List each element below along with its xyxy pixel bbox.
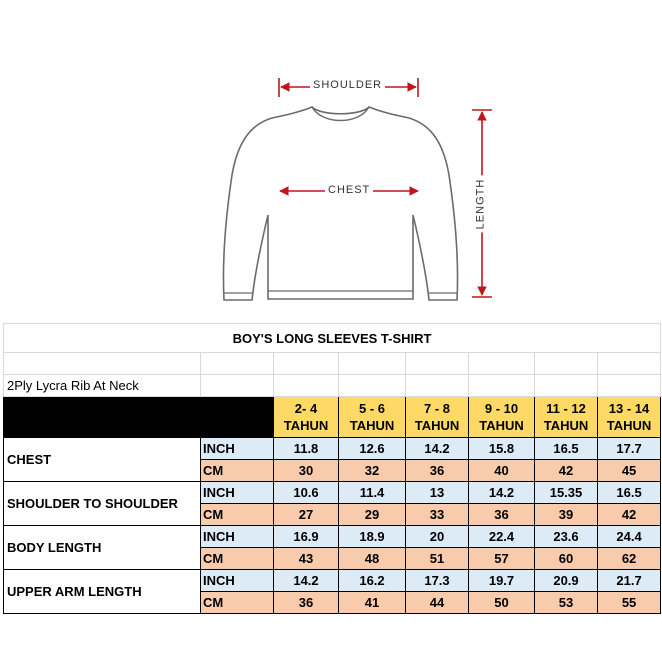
empty-cell: [598, 375, 661, 397]
value-cell: 16.5: [598, 482, 661, 504]
size-header: 9 - 10 TAHUN: [469, 397, 535, 438]
value-cell: 14.2: [406, 438, 469, 460]
unit-cm: CM: [201, 592, 274, 614]
value-cell: 12.6: [339, 438, 406, 460]
size-header: 5 - 6 TAHUN: [339, 397, 406, 438]
value-cell: 39: [535, 504, 598, 526]
size-header: 2- 4 TAHUN: [274, 397, 339, 438]
row-label-shoulder: SHOULDER TO SHOULDER: [4, 482, 201, 526]
empty-cell: [201, 353, 274, 375]
value-cell: 57: [469, 548, 535, 570]
row-label-upper-arm: UPPER ARM LENGTH: [4, 570, 201, 614]
value-cell: 53: [535, 592, 598, 614]
table-title: BOY'S LONG SLEEVES T-SHIRT: [4, 324, 661, 353]
value-cell: 14.2: [274, 570, 339, 592]
value-cell: 48: [339, 548, 406, 570]
length-dimension-label: LENGTH: [474, 176, 486, 233]
unit-inch: INCH: [201, 570, 274, 592]
value-cell: 22.4: [469, 526, 535, 548]
value-cell: 14.2: [469, 482, 535, 504]
empty-cell: [339, 353, 406, 375]
unit-inch: INCH: [201, 526, 274, 548]
value-cell: 44: [406, 592, 469, 614]
table-row: [4, 570, 661, 592]
value-cell: 50: [469, 592, 535, 614]
value-cell: 17.7: [598, 438, 661, 460]
value-cell: 36: [469, 504, 535, 526]
value-cell: 36: [274, 592, 339, 614]
value-cell: 42: [535, 460, 598, 482]
empty-cell: [406, 353, 469, 375]
value-cell: 42: [598, 504, 661, 526]
value-cell: 29: [339, 504, 406, 526]
size-header: 7 - 8 TAHUN: [406, 397, 469, 438]
value-cell: 11.8: [274, 438, 339, 460]
unit-cm: CM: [201, 548, 274, 570]
value-cell: 10.6: [274, 482, 339, 504]
table-row: [4, 482, 661, 504]
size-header: 11 - 12 TAHUN: [535, 397, 598, 438]
value-cell: 21.7: [598, 570, 661, 592]
value-cell: 19.7: [469, 570, 535, 592]
size-header: 13 - 14 TAHUN: [598, 397, 661, 438]
value-cell: 32: [339, 460, 406, 482]
value-cell: 27: [274, 504, 339, 526]
tshirt-body-outline: [223, 107, 457, 300]
tshirt-outline-svg: [0, 0, 662, 320]
table-row: [4, 526, 661, 548]
value-cell: 16.9: [274, 526, 339, 548]
value-cell: 62: [598, 548, 661, 570]
shoulder-dimension-label: SHOULDER: [310, 79, 385, 91]
empty-cell: [469, 375, 535, 397]
fabric-note: 2Ply Lycra Rib At Neck: [4, 375, 201, 397]
empty-cell: [598, 353, 661, 375]
size-chart-table: [3, 323, 661, 614]
table-row: [4, 438, 661, 460]
value-cell: 43: [274, 548, 339, 570]
value-cell: 18.9: [339, 526, 406, 548]
empty-cell: [339, 375, 406, 397]
unit-cm: CM: [201, 460, 274, 482]
empty-cell: [535, 353, 598, 375]
value-cell: 23.6: [535, 526, 598, 548]
unit-inch: INCH: [201, 438, 274, 460]
value-cell: 13: [406, 482, 469, 504]
empty-cell: [4, 353, 201, 375]
value-cell: 30: [274, 460, 339, 482]
empty-cell: [274, 353, 339, 375]
value-cell: 15.8: [469, 438, 535, 460]
value-cell: 36: [406, 460, 469, 482]
unit-cm: CM: [201, 504, 274, 526]
row-label-chest: CHEST: [4, 438, 201, 482]
value-cell: 41: [339, 592, 406, 614]
empty-cell: [201, 375, 274, 397]
empty-cell: [274, 375, 339, 397]
value-cell: 20: [406, 526, 469, 548]
value-cell: 15.35: [535, 482, 598, 504]
value-cell: 45: [598, 460, 661, 482]
chest-dimension-label: CHEST: [325, 184, 373, 196]
value-cell: 40: [469, 460, 535, 482]
header-corner-block: [4, 397, 274, 438]
row-label-body-length: BODY LENGTH: [4, 526, 201, 570]
value-cell: 24.4: [598, 526, 661, 548]
value-cell: 60: [535, 548, 598, 570]
size-chart-sheet: [3, 323, 660, 614]
value-cell: 17.3: [406, 570, 469, 592]
empty-cell: [535, 375, 598, 397]
value-cell: 11.4: [339, 482, 406, 504]
value-cell: 16.5: [535, 438, 598, 460]
empty-cell: [469, 353, 535, 375]
value-cell: 33: [406, 504, 469, 526]
value-cell: 20.9: [535, 570, 598, 592]
value-cell: 51: [406, 548, 469, 570]
value-cell: 55: [598, 592, 661, 614]
tshirt-measurement-diagram: [0, 0, 662, 320]
value-cell: 16.2: [339, 570, 406, 592]
empty-cell: [406, 375, 469, 397]
unit-inch: INCH: [201, 482, 274, 504]
